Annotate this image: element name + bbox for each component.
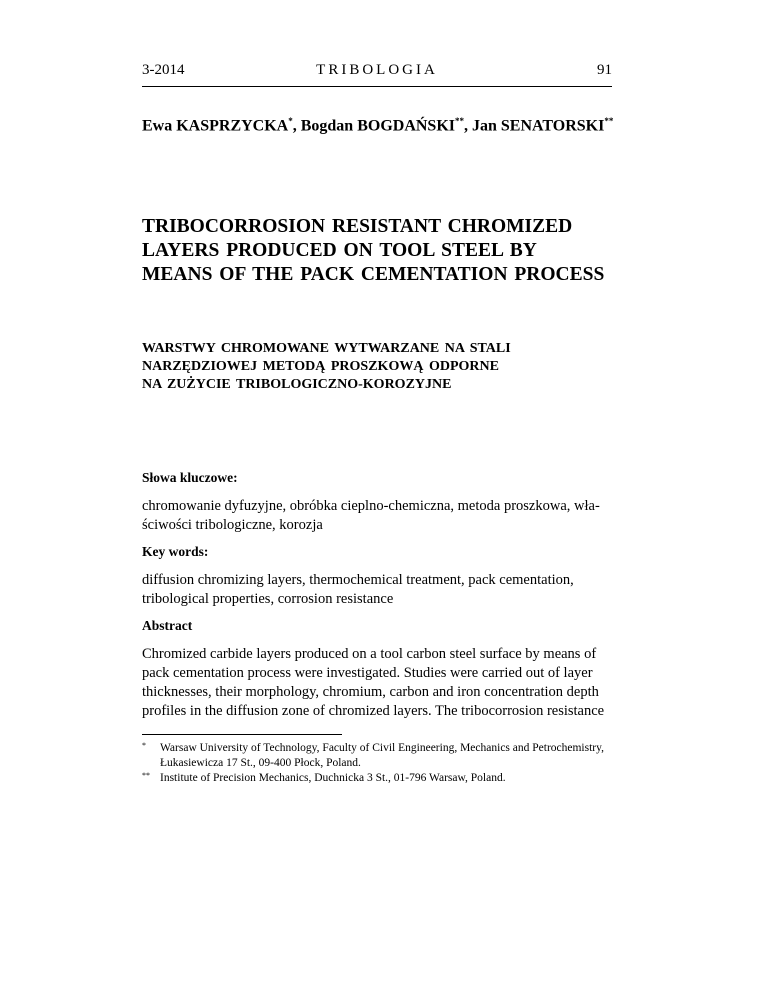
author-1-affiliation-mark: *: [288, 116, 293, 126]
footnote-mark: *: [142, 741, 146, 750]
page-number: 91: [597, 62, 612, 78]
title-polish-line: WARSTWY CHROMOWANE WYTWARZANE NA STALI: [142, 341, 511, 356]
abstract-heading: Abstract: [142, 618, 193, 633]
author-3: , Jan SENATORSKI: [464, 117, 605, 135]
keywords-polish-line: chromowanie dyfuzyjne, obróbka cieplno-chemiczna, metoda proszkowa, wła-: [142, 498, 600, 514]
abstract-line: Chromized carbide layers produced on a tool carbon steel surface by means of: [142, 646, 597, 662]
abstract-line: thicknesses, their morphology, chromium, carbon and iron concentration depth: [142, 684, 599, 700]
author-2: , Bogdan BOGDAŃSKI: [292, 117, 455, 135]
author-line: [142, 116, 613, 135]
footnote-line: Warsaw University of Technology, Faculty of Civil Engineering, Mechanics and Petrochemistry,: [160, 742, 605, 754]
title-polish-line: NARZĘDZIOWEJ METODĄ PROSZKOWĄ ODPORNE: [142, 359, 499, 374]
title-polish: [142, 340, 612, 394]
keywords-english-line: diffusion chromizing layers, thermochemical treatment, pack cementation,: [142, 572, 574, 588]
abstract-line: pack cementation process were investigated. Studies were carried out of layer: [142, 665, 593, 681]
keywords-english-line: tribological properties, corrosion resistance: [142, 591, 394, 607]
footnotes: [142, 741, 612, 786]
keywords-polish-line: ściwości tribologiczne, korozja: [142, 517, 323, 533]
header-rule: [142, 86, 612, 87]
footnote-affiliation-2: [142, 771, 612, 786]
author-3-affiliation-mark: **: [604, 116, 614, 126]
keywords-english-heading: Key words:: [142, 544, 209, 559]
journal-name: TRIBOLOGIA: [316, 62, 438, 78]
author-1: Ewa KASPRZYCKA: [142, 117, 289, 135]
title-english: [142, 215, 612, 287]
title-english-line: TRIBOCORROSION RESISTANT CHROMIZED: [142, 216, 573, 237]
running-header: [142, 62, 612, 84]
footnote-line: Institute of Precision Mechanics, Duchnicka 3 St., 01-796 Warsaw, Poland.: [160, 772, 506, 784]
footnote-affiliation-1: [142, 741, 612, 771]
title-english-line: LAYERS PRODUCED ON TOOL STEEL BY: [142, 240, 537, 261]
title-polish-line: NA ZUŻYCIE TRIBOLOGICZNO-KOROZYJNE: [142, 377, 452, 392]
abstract-text: [142, 645, 612, 721]
abstract-line: profiles in the diffusion zone of chromized layers. The tribocorrosion resistance: [142, 703, 605, 719]
keywords-english: [142, 571, 612, 609]
title-english-line: MEANS OF THE PACK CEMENTATION PROCESS: [142, 264, 605, 285]
issue-label: 3-2014: [142, 62, 185, 78]
keywords-polish: [142, 497, 612, 535]
footnote-line: Łukasiewicza 17 St., 09-400 Płock, Poland.: [160, 757, 361, 769]
author-2-affiliation-mark: **: [455, 116, 464, 126]
footnote-rule: [142, 734, 342, 735]
footnote-mark: **: [142, 771, 150, 780]
keywords-polish-heading: Słowa kluczowe:: [142, 470, 238, 485]
